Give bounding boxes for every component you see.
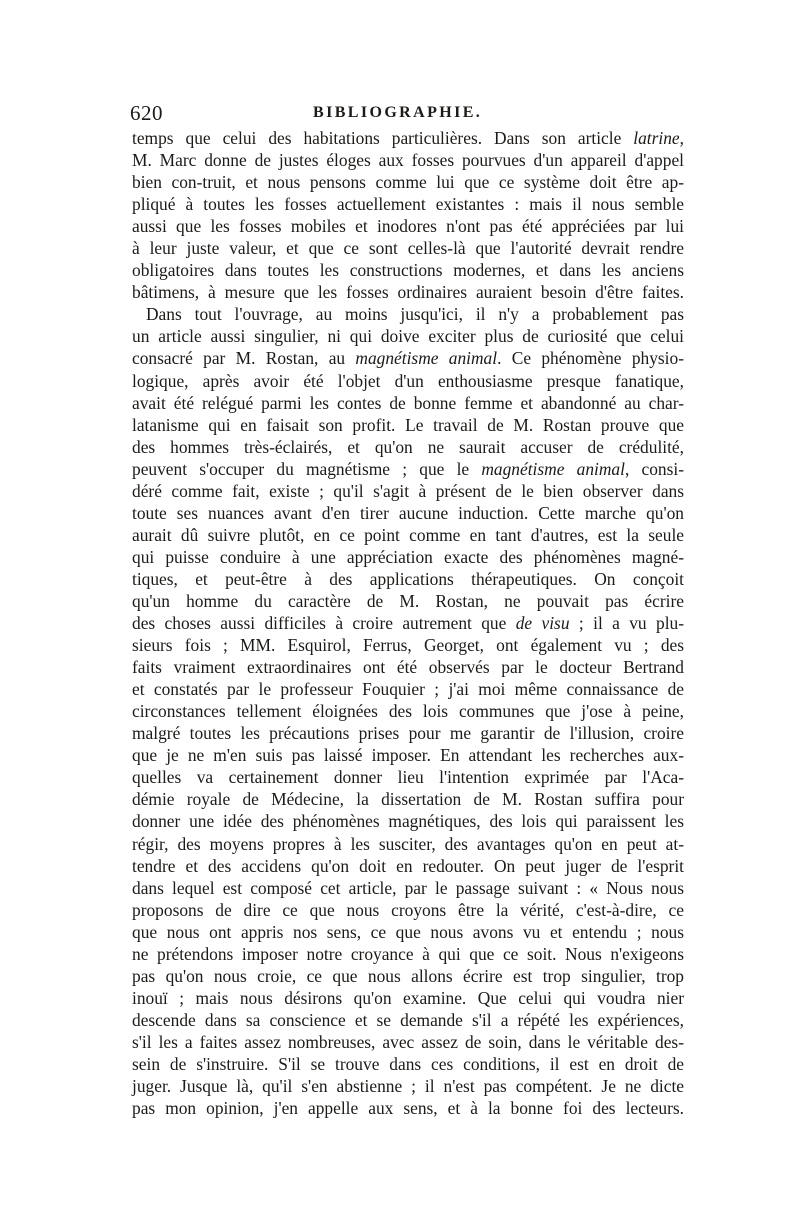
text-line: toute ses nuances avant d'en tirer aucune induction. Cette marche qu'on (132, 502, 684, 523)
text-line: aussi que les fosses mobiles et inodores n'ont pas été appréciées par lui (132, 216, 684, 237)
text-line: ne prétendons imposer notre croyance à qui que ce soit. Nous n'exigeons (132, 943, 684, 964)
text-line: Dans tout l'ouvrage, au moins jusqu'ici, il n'y a probablement pas (146, 304, 684, 325)
section-title: BIBLIOGRAPHIE. (313, 104, 483, 121)
text-line: des hommes très-éclairés, et qu'on ne saurait accuser de crédulité, (132, 436, 684, 457)
text-line: régir, des moyens propres à les susciter, des avantages qu'on en peut at- (132, 833, 684, 854)
text-line: circonstances tellement éloignées des lois communes que j'ose à peine, (132, 701, 684, 722)
text-line: s'il les a faites assez nombreuses, avec assez de soin, dans le véritable des- (132, 1031, 684, 1052)
text-line: M. Marc donne de justes éloges aux fosses pourvues d'un appareil d'appel (132, 150, 684, 171)
text-line: malgré toutes les précautions prises pour me garantir de l'illusion, croire (132, 723, 684, 744)
text-line: logique, après avoir été l'objet d'un enthousiasme presque fanatique, (132, 370, 684, 391)
text-line: déré comme fait, existe ; qu'il s'agit à présent de le bien observer dans (132, 480, 684, 501)
text-line: inouï ; mais nous désirons qu'on examine. Que celui qui voudra nier (132, 987, 684, 1008)
text-line: démie royale de Médecine, la dissertation de M. Rostan suffira pour (132, 789, 684, 810)
text-line: pliqué à toutes les fosses actuellement existantes : mais il nous semble (132, 194, 684, 215)
text-line: qui puisse conduire à une appréciation exacte des phénomènes magné- (132, 546, 684, 567)
text-line: que nous ont appris nos sens, ce que nous avons vu et entendu ; nous (132, 921, 684, 942)
text-line: proposons de dire ce que nous croyons être la vérité, c'est-à-dire, ce (132, 899, 684, 920)
text-line: des choses aussi difficiles à croire autrement que de visu ; il a vu plu- (132, 613, 685, 634)
text-line: sein de s'instruire. S'il se trouve dans ces conditions, il est en droit de (132, 1053, 684, 1074)
text-line: pas mon opinion, j'en appelle aux sens, et à la bonne foi des lecteurs. (132, 1098, 684, 1119)
text-line: et constatés par le professeur Fouquier ; j'ai moi même connaissance de (132, 679, 684, 700)
text-line: tendre et des accidens qu'on doit en redouter. On peut juger de l'esprit (132, 855, 684, 876)
body-text (132, 127, 684, 1119)
running-head (130, 101, 685, 129)
page-number: 620 (130, 101, 163, 125)
text-line: pas qu'on nous croie, ce que nous allons écrire est trop singulier, trop (132, 965, 684, 986)
text-line: bâtimens, à mesure que les fosses ordinaires auraient besoin d'être faites. (132, 282, 684, 303)
text-line: quelles va certainement donner lieu l'intention exprimée par l'Aca- (132, 767, 684, 788)
text-line: peuvent s'occuper du magnétisme ; que le magnétisme animal, consi- (132, 458, 684, 479)
text-line: à leur juste valeur, et que ce sont celles-là que l'autorité devrait rendre (132, 238, 684, 259)
text-line: sieurs fois ; MM. Esquirol, Ferrus, Georget, ont également vu ; des (132, 635, 684, 656)
text-line: descende dans sa conscience et se demande s'il a répété les expériences, (132, 1009, 684, 1030)
text-line: aurait dû suivre plutôt, en ce point comme en tant d'autres, est la seule (132, 524, 684, 545)
text-line: donner une idée des phénomènes magnétiques, des lois qui paraissent les (132, 811, 684, 832)
text-line: que je ne m'en suis pas laissé imposer. En attendant les recherches aux- (132, 745, 684, 766)
text-line: dans lequel est composé cet article, par le passage suivant : « Nous nous (132, 877, 684, 898)
text-line: un article aussi singulier, ni qui doive exciter plus de curiosité que celui (132, 326, 684, 347)
text-line: consacré par M. Rostan, au magnétisme animal. Ce phénomène physio- (132, 348, 684, 369)
text-line: tiques, et peut-être à des applications thérapeutiques. On conçoit (132, 568, 684, 589)
text-line: faits vraiment extraordinaires ont été observés par le docteur Bertrand (132, 657, 684, 678)
text-line: qu'un homme du caractère de M. Rostan, ne pouvait pas écrire (132, 590, 684, 611)
text-line: temps que celui des habitations particulières. Dans son article latrine, (132, 128, 684, 148)
text-line: obligatoires dans toutes les constructions modernes, et dans les anciens (132, 260, 684, 281)
text-line: juger. Jusque là, qu'il s'en abstienne ; il n'est pas compétent. Je ne dicte (132, 1076, 684, 1097)
text-line: latanisme qui en faisait son profit. Le travail de M. Rostan prouve que (132, 414, 684, 435)
text-line: avait été relégué parmi les contes de bonne femme et abandonné au char- (132, 392, 684, 413)
text-line: bien con-truit, et nous pensons comme lui que ce système doit être ap- (132, 172, 684, 193)
